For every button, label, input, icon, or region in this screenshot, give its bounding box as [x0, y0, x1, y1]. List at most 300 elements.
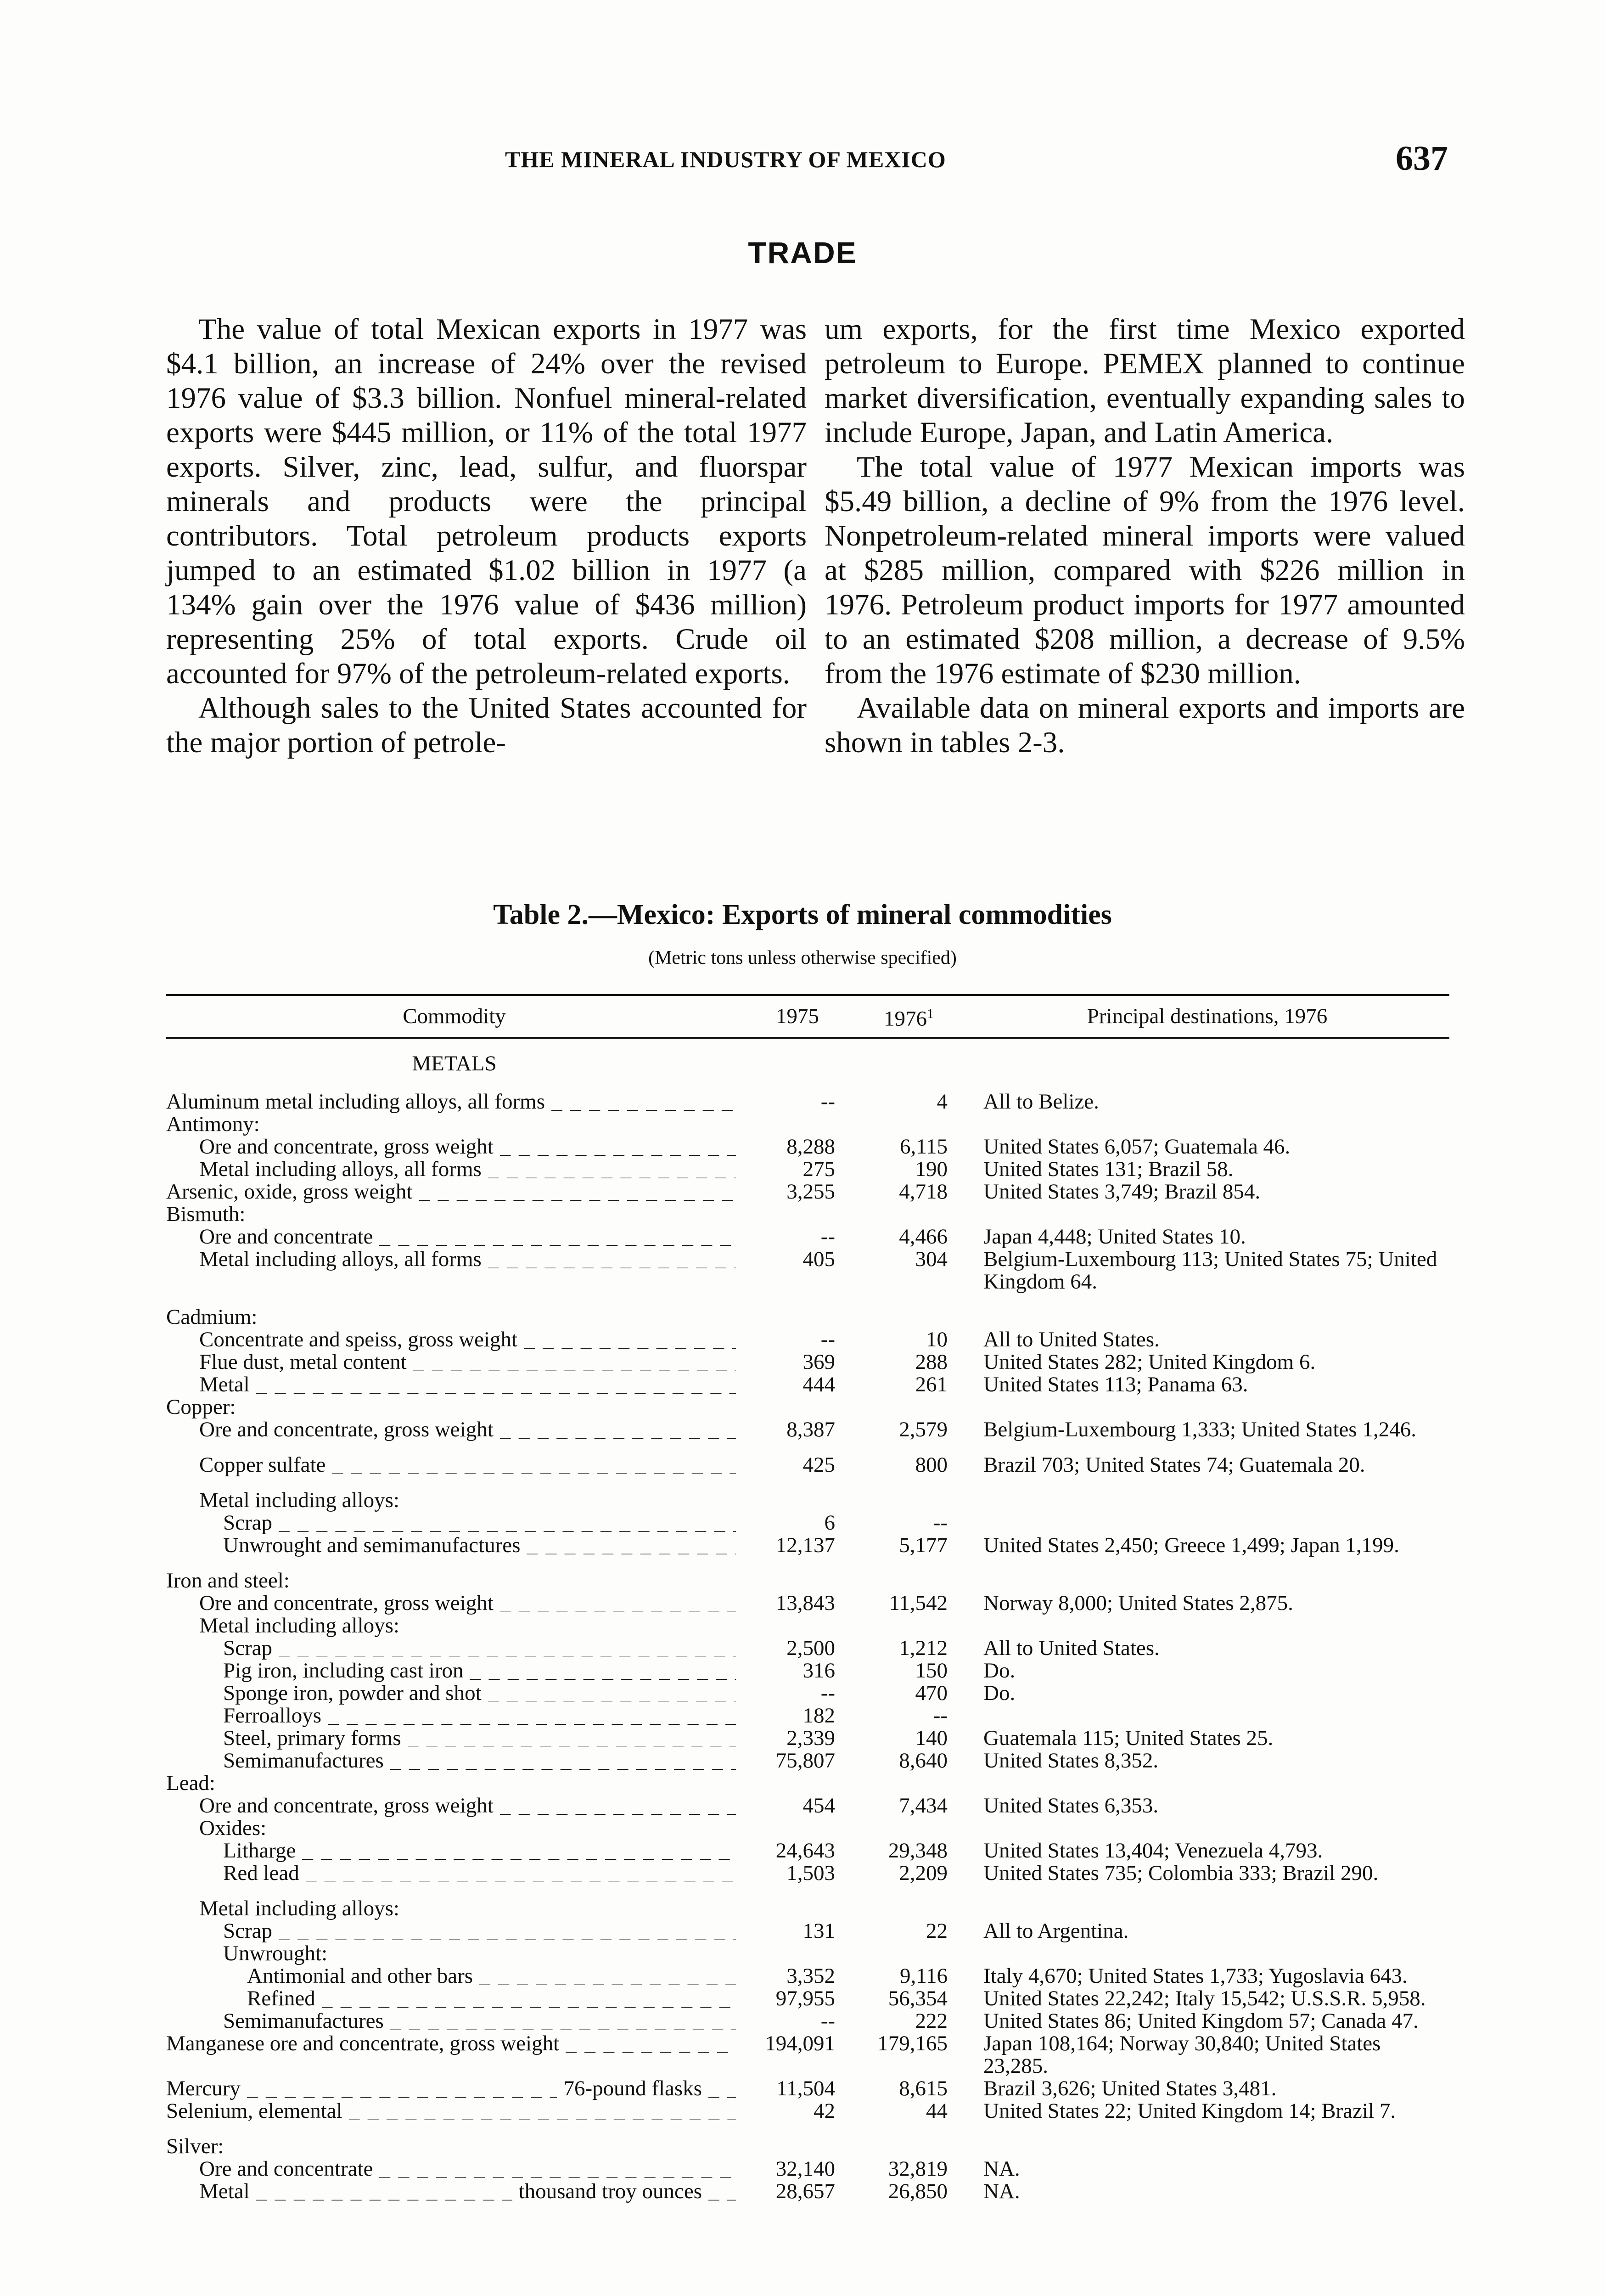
value-1975: 2,500: [786, 1636, 835, 1660]
value-1975: 3,352: [786, 1964, 835, 1988]
value-1976: 222: [915, 2009, 948, 2033]
dot-leader: [302, 1840, 736, 1860]
commodity-label: Scrap: [223, 1919, 273, 1943]
destinations-cell: Belgium-Luxembourg 113; United States 75; United Kingdom 64.: [983, 1247, 1437, 1294]
col-header-commodity: Commodity: [166, 995, 742, 1038]
table-row: [166, 1441, 1449, 1476]
commodity-label: Concentrate and speiss, gross weight: [199, 1327, 518, 1351]
commodity-label: Ore and concentrate, gross weight: [199, 1591, 494, 1615]
exports-table-container: [166, 994, 1449, 2203]
table-row: [166, 1203, 1449, 1226]
value-1975: 405: [802, 1247, 835, 1271]
destinations-cell: NA.: [983, 2179, 1020, 2203]
destinations-cell: Japan 108,164; Norway 30,840; United States 23,285.: [983, 2031, 1381, 2078]
commodity-cell: [166, 1534, 742, 1557]
table-row: [166, 1637, 1449, 1660]
value-1976: 11,542: [889, 1591, 948, 1615]
commodity-cell: [166, 1682, 742, 1705]
value-1975: --: [820, 1681, 835, 1705]
commodity-label: Pig iron, including cast iron: [223, 1658, 464, 1683]
destinations-cell: [965, 1885, 1449, 1920]
value-1976: 4,466: [899, 1224, 948, 1249]
destinations-cell: [965, 1113, 1449, 1136]
value-1975: 369: [802, 1350, 835, 1374]
table-row: [166, 1293, 1449, 1328]
value-1975: 275: [802, 1157, 835, 1181]
dot-leader: [379, 1226, 736, 1246]
value-1975: [742, 2122, 853, 2158]
commodity-cell: [166, 2180, 742, 2203]
commodity-label: Ore and concentrate: [199, 1224, 373, 1249]
table-row: [166, 1795, 1449, 1817]
commodity-cell: [166, 1942, 742, 1965]
table-row: [166, 1727, 1449, 1750]
table-row: [166, 1750, 1449, 1772]
table-row: [166, 1592, 1449, 1615]
value-1975: 3,255: [786, 1179, 835, 1204]
destinations-cell: United States 2,450; Greece 1,499; Japan 1,199.: [983, 1533, 1399, 1557]
destinations-cell: NA.: [983, 2156, 1020, 2181]
destinations-cell: United States 13,404; Venezuela 4,793.: [983, 1838, 1323, 1863]
value-1976: 22: [926, 1919, 948, 1943]
commodity-cell: [166, 1512, 742, 1534]
value-1975: [742, 1817, 853, 1840]
table-row: [166, 1840, 1449, 1862]
value-1975: 97,955: [775, 1986, 835, 2010]
commodity-cell: [166, 1373, 742, 1396]
destinations-cell: [965, 1772, 1449, 1795]
commodity-cell: [166, 1248, 742, 1293]
table-title: Table 2.—Mexico: Exports of mineral commodities: [493, 899, 1112, 930]
dot-leader: [390, 2010, 736, 2030]
value-1975: --: [820, 1327, 835, 1351]
value-1975: [742, 1293, 853, 1328]
value-1976: [853, 1396, 965, 1418]
value-1976: 1,212: [899, 1636, 948, 1660]
dot-leader: [566, 2032, 736, 2053]
destinations-cell: Belgium-Luxembourg 1,333; United States 1,246.: [983, 1417, 1416, 1441]
destinations-cell: [965, 1705, 1449, 1727]
destinations-cell: Do.: [983, 1681, 1016, 1705]
commodity-cell: [166, 1328, 742, 1351]
value-1976: 140: [915, 1726, 948, 1750]
paragraph: Although sales to the United States accounted for the major portion of petrole-: [166, 692, 807, 759]
table-row: [166, 1418, 1449, 1441]
value-1975: --: [820, 2009, 835, 2033]
commodity-cell: [166, 1592, 742, 1615]
dot-leader: [332, 1454, 736, 1474]
text-column-left: [166, 312, 807, 760]
destinations-cell: United States 22,242; Italy 15,542; U.S.S.R. 5,958.: [983, 1986, 1426, 2010]
value-1975: 24,643: [775, 1838, 835, 1863]
commodity-label: Steel, primary forms: [223, 1726, 401, 1750]
destinations-cell: United States 6,057; Guatemala 46.: [983, 1134, 1291, 1159]
value-1976: 6,115: [899, 1134, 948, 1159]
value-1976: 4: [937, 1089, 948, 1114]
destinations-cell: United States 22; United Kingdom 14; Brazil 7.: [983, 2099, 1396, 2123]
value-1976: [853, 1293, 965, 1328]
dot-leader: [322, 1987, 736, 2008]
value-1976: 5,177: [899, 1533, 948, 1557]
commodity-label: Copper sulfate: [199, 1452, 326, 1477]
destinations-cell: United States 3,749; Brazil 854.: [983, 1179, 1261, 1204]
value-1976: --: [933, 1703, 948, 1728]
table-row: [166, 1373, 1449, 1396]
value-1975: 1,503: [786, 1861, 835, 1885]
commodity-label: Mercury: [166, 2076, 241, 2100]
value-1975: 8,387: [786, 1417, 835, 1441]
destinations-cell: Do.: [983, 1658, 1016, 1683]
section-heading: TRADE: [748, 236, 857, 270]
dot-leader: [413, 1351, 736, 1371]
value-1975: [742, 1942, 853, 1965]
value-1976: 2,209: [899, 1861, 948, 1885]
commodity-label: Scrap: [223, 1510, 273, 1535]
commodity-cell: [166, 1840, 742, 1862]
table-row: [166, 1987, 1449, 2010]
table-row: [166, 1226, 1449, 1248]
value-1976: [853, 1817, 965, 1840]
value-1975: [742, 1113, 853, 1136]
value-1975: [742, 1772, 853, 1795]
value-1976: [853, 1203, 965, 1226]
table-row: [166, 2100, 1449, 2122]
table-header-row: [166, 995, 1449, 1038]
destinations-cell: Italy 4,670; United States 1,733; Yugoslavia 643.: [983, 1964, 1408, 1988]
dot-leader: [488, 1682, 736, 1702]
destinations-cell: United States 8,352.: [983, 1748, 1159, 1773]
paragraph: The total value of 1977 Mexican imports was $5.49 billion, a decline of 9% from the 1976 level. Nonpetroleum-related mineral imports were valued at $285 million, compared with $226 million in 1976. Petroleum product imports for 1977 amounted to an estimated $208 million, a decrease of 9.5% from the 1976 estimate of $230 million.: [825, 450, 1465, 690]
commodity-cell: [166, 1078, 742, 1113]
commodity-cell: [166, 2100, 742, 2122]
commodity-cell: [166, 1885, 742, 1920]
value-1976: [853, 1615, 965, 1637]
commodity-label: Ore and concentrate: [199, 2156, 373, 2181]
commodity-cell: [166, 1476, 742, 1512]
commodity-label: Silver:: [166, 2134, 224, 2158]
table-row: [166, 1476, 1449, 1512]
col-header-destinations: Principal destinations, 1976: [965, 995, 1449, 1038]
table-row: [166, 1660, 1449, 1682]
table-row: [166, 1351, 1449, 1373]
destinations-cell: [965, 1557, 1449, 1592]
commodity-label: Manganese ore and concentrate, gross weight: [166, 2031, 560, 2055]
commodity-label: Aluminum metal including alloys, all forms: [166, 1089, 545, 1114]
value-1976: 56,354: [888, 1986, 948, 2010]
destinations-cell: United States 6,353.: [983, 1793, 1159, 1818]
dot-leader: [500, 1418, 736, 1439]
dot-leader: [488, 1248, 736, 1268]
table-row: [166, 2180, 1449, 2203]
commodity-cell: [166, 1441, 742, 1476]
commodity-cell: [166, 1987, 742, 2010]
commodity-label: Ore and concentrate, gross weight: [199, 1793, 494, 1818]
commodity-label: Metal: [199, 1372, 250, 1396]
value-1975: 194,091: [765, 2031, 835, 2055]
table-row: [166, 1772, 1449, 1795]
paragraph: um exports, for the first time Mexico exported petroleum to Europe. PEMEX planned to continue market diversification, eventually expanding sales to include Europe, Japan, and Latin America.: [825, 313, 1465, 449]
value-1975: 131: [802, 1919, 835, 1943]
dot-leader: [419, 1181, 736, 1201]
dot-leader: [390, 1750, 736, 1770]
dot-leader: [500, 1795, 736, 1815]
value-1976: [853, 1113, 965, 1136]
commodity-cell: [166, 2032, 742, 2077]
table-row: [166, 2077, 1449, 2100]
exports-table: [166, 994, 1449, 2203]
commodity-label: Cadmium:: [166, 1305, 258, 1329]
commodity-label: Oxides:: [199, 1816, 267, 1840]
table-row: [166, 1682, 1449, 1705]
commodity-cell: [166, 1727, 742, 1750]
table-row: [166, 1920, 1449, 1942]
commodity-label: Ore and concentrate, gross weight: [199, 1134, 494, 1159]
group-heading: METALS: [412, 1051, 497, 1075]
value-1976: 9,116: [899, 1964, 948, 1988]
value-1976: 44: [926, 2099, 948, 2123]
value-1976: [853, 1942, 965, 1965]
dot-leader: [279, 1637, 736, 1657]
commodity-label: Unwrought and semimanufactures: [223, 1533, 521, 1557]
value-1976: 179,165: [877, 2031, 948, 2055]
value-1976: --: [933, 1510, 948, 1535]
destinations-cell: United States 735; Colombia 333; Brazil 290.: [983, 1861, 1379, 1885]
commodity-label: Copper:: [166, 1395, 236, 1419]
commodity-label: Antimonial and other bars: [247, 1964, 473, 1988]
dot-leader: [279, 1512, 736, 1532]
commodity-cell: [166, 1772, 742, 1795]
value-1976: 2,579: [899, 1417, 948, 1441]
value-1976: 8,640: [899, 1748, 948, 1773]
group-heading-row: [166, 1038, 1449, 1078]
dot-leader: [500, 1136, 736, 1156]
commodity-cell: [166, 1158, 742, 1181]
commodity-label: Red lead: [223, 1861, 299, 1885]
table-subtitle: (Metric tons unless otherwise specified): [648, 947, 957, 968]
value-1975: 454: [802, 1793, 835, 1818]
dot-leader: [524, 1328, 736, 1349]
value-1976: 26,850: [888, 2179, 948, 2203]
destinations-cell: Brazil 703; United States 74; Guatemala 20.: [983, 1452, 1365, 1477]
commodity-label: Bismuth:: [166, 1202, 246, 1226]
table-row: [166, 1942, 1449, 1965]
dot-leader: [379, 2158, 736, 2178]
destinations-cell: United States 131; Brazil 58.: [983, 1157, 1234, 1181]
commodity-cell: [166, 1226, 742, 1248]
table-row: [166, 1396, 1449, 1418]
table-row: [166, 1328, 1449, 1351]
commodity-label: Semimanufactures: [223, 2009, 384, 2033]
destinations-cell: [965, 1817, 1449, 1840]
commodity-cell: [166, 2077, 742, 2100]
value-1975: 425: [802, 1452, 835, 1477]
commodity-cell: [166, 1795, 742, 1817]
commodity-cell: [166, 2010, 742, 2032]
value-1975: [742, 1557, 853, 1592]
commodity-cell: [166, 1615, 742, 1637]
destinations-cell: Japan 4,448; United States 10.: [983, 1224, 1246, 1249]
commodity-label: Metal including alloys:: [199, 1613, 399, 1638]
value-1976: 304: [915, 1247, 948, 1271]
dot-leader: [488, 1158, 736, 1178]
value-1975: [742, 1615, 853, 1637]
destinations-cell: All to United States.: [983, 1636, 1160, 1660]
table-row: [166, 1136, 1449, 1158]
commodity-label: Selenium, elemental: [166, 2099, 342, 2123]
commodity-label: Arsenic, oxide, gross weight: [166, 1179, 413, 1204]
value-1976: 7,434: [899, 1793, 948, 1818]
text-column-right: [825, 312, 1465, 760]
value-1975: 6: [824, 1510, 835, 1535]
dot-leader: [708, 2077, 736, 2098]
commodity-label: Ore and concentrate, gross weight: [199, 1417, 494, 1441]
value-1975: 444: [802, 1372, 835, 1396]
value-1975: 32,140: [775, 2156, 835, 2181]
commodity-label: Metal including alloys:: [199, 1896, 399, 1920]
value-1975: [742, 1476, 853, 1512]
table-row: [166, 1078, 1449, 1113]
dot-leader: [328, 1705, 736, 1725]
commodity-label: Metal including alloys, all forms: [199, 1157, 482, 1181]
commodity-cell: [166, 1418, 742, 1441]
dot-leader: [470, 1660, 736, 1680]
value-1975: --: [820, 1224, 835, 1249]
value-1976: [853, 2122, 965, 2158]
unit-label: 76-pound flasks: [563, 2076, 702, 2100]
value-1976: [853, 1557, 965, 1592]
commodity-cell: [166, 1750, 742, 1772]
table-row: [166, 2158, 1449, 2180]
value-1975: [742, 1885, 853, 1920]
col-header-1976-label: 1976: [884, 1007, 927, 1031]
page-number: 637: [1396, 139, 1448, 178]
value-1976: 32,819: [888, 2156, 948, 2181]
value-1975: 12,137: [775, 1533, 835, 1557]
table-row: [166, 1885, 1449, 1920]
footnote-marker: 1: [927, 1006, 934, 1021]
table-row: [166, 1248, 1449, 1293]
value-1975: 28,657: [775, 2179, 835, 2203]
col-header-1975: 1975: [742, 995, 853, 1038]
commodity-cell: [166, 1181, 742, 1203]
destinations-cell: All to Belize.: [983, 1089, 1099, 1114]
dot-leader: [551, 1091, 736, 1111]
value-1975: [742, 1203, 853, 1226]
commodity-label: Semimanufactures: [223, 1748, 384, 1773]
dot-leader: [527, 1534, 736, 1554]
commodity-cell: [166, 1293, 742, 1328]
value-1975: 13,843: [775, 1591, 835, 1615]
commodity-label: Metal: [199, 2179, 250, 2203]
value-1975: --: [820, 1089, 835, 1114]
table-row: [166, 1705, 1449, 1727]
value-1975: 75,807: [775, 1748, 835, 1773]
commodity-cell: [166, 1203, 742, 1226]
commodity-cell: [166, 1557, 742, 1592]
commodity-cell: [166, 1113, 742, 1136]
destinations-cell: Guatemala 115; United States 25.: [983, 1726, 1274, 1750]
commodity-cell: [166, 2122, 742, 2158]
table-row: [166, 1615, 1449, 1637]
value-1976: 288: [915, 1350, 948, 1374]
value-1976: 190: [915, 1157, 948, 1181]
dot-leader: [256, 2180, 512, 2200]
commodity-label: Litharge: [223, 1838, 296, 1863]
commodity-cell: [166, 1817, 742, 1840]
destinations-cell: United States 113; Panama 63.: [983, 1372, 1248, 1396]
table-row: [166, 1534, 1449, 1557]
commodity-cell: [166, 1862, 742, 1885]
commodity-label: Ferroalloys: [223, 1703, 322, 1728]
dot-leader: [306, 1862, 736, 1882]
paragraph: The value of total Mexican exports in 1977 was $4.1 billion, an increase of 24% over the revised 1976 value of $3.3 billion. Nonfuel mineral-related exports were $445 million, or 11% of the total 1977 exports. Silver, zinc, lead, sulfur, and fluorspar minerals and products were the principal contributors. Total petroleum products exports jumped to an estimated $1.02 billion in 1977 (a 134% gain over the 1976 value of $436 million) representing 25% of total exports. Crude oil accounted for 97% of the petroleum-related exports.: [166, 313, 807, 690]
destinations-cell: [965, 1476, 1449, 1512]
paragraph: Available data on mineral exports and imports are shown in tables 2-3.: [825, 692, 1465, 759]
destinations-cell: [965, 1512, 1449, 1534]
value-1975: 42: [814, 2099, 835, 2123]
commodity-cell: [166, 1705, 742, 1727]
commodity-label: Lead:: [166, 1771, 215, 1795]
commodity-label: Iron and steel:: [166, 1568, 290, 1593]
dot-leader: [256, 1373, 736, 1394]
table-row: [166, 2122, 1449, 2158]
commodity-cell: [166, 1660, 742, 1682]
value-1975: 2,339: [786, 1726, 835, 1750]
commodity-cell: [166, 1920, 742, 1942]
dot-leader: [247, 2077, 557, 2098]
table-row: [166, 1817, 1449, 1840]
destinations-cell: [965, 1396, 1449, 1418]
commodity-label: Metal including alloys:: [199, 1488, 399, 1512]
table-row: [166, 1181, 1449, 1203]
commodity-cell: [166, 1396, 742, 1418]
dot-leader: [279, 1920, 736, 1940]
destinations-cell: All to United States.: [983, 1327, 1160, 1351]
table-row: [166, 1113, 1449, 1136]
table-body: [166, 1038, 1449, 2203]
value-1975: [742, 1396, 853, 1418]
value-1975: 316: [802, 1658, 835, 1683]
table-row: [166, 1965, 1449, 1987]
unit-label: thousand troy ounces: [518, 2179, 702, 2203]
destinations-cell: Brazil 3,626; United States 3,481.: [983, 2076, 1277, 2100]
commodity-label: Flue dust, metal content: [199, 1350, 407, 1374]
value-1976: 4,718: [899, 1179, 948, 1204]
value-1976: [853, 1476, 965, 1512]
value-1976: 800: [915, 1452, 948, 1477]
value-1976: 470: [915, 1681, 948, 1705]
value-1976: 10: [926, 1327, 948, 1351]
value-1976: 261: [915, 1372, 948, 1396]
destinations-cell: All to Argentina.: [983, 1919, 1129, 1943]
value-1975: 11,504: [776, 2076, 835, 2100]
destinations-cell: [965, 1293, 1449, 1328]
table-row: [166, 1557, 1449, 1592]
running-title: THE MINERAL INDUSTRY OF MEXICO: [505, 146, 946, 172]
col-header-1976: [853, 995, 965, 1038]
dot-leader: [500, 1592, 736, 1612]
table-row: [166, 1862, 1449, 1885]
destinations-cell: [965, 1942, 1449, 1965]
dot-leader: [708, 2180, 736, 2200]
value-1976: [853, 1772, 965, 1795]
commodity-label: Scrap: [223, 1636, 273, 1660]
destinations-cell: [965, 1203, 1449, 1226]
destinations-cell: United States 86; United Kingdom 57; Canada 47.: [983, 2009, 1419, 2033]
value-1976: 8,615: [899, 2076, 948, 2100]
table-row: [166, 2032, 1449, 2077]
value-1976: 150: [915, 1658, 948, 1683]
